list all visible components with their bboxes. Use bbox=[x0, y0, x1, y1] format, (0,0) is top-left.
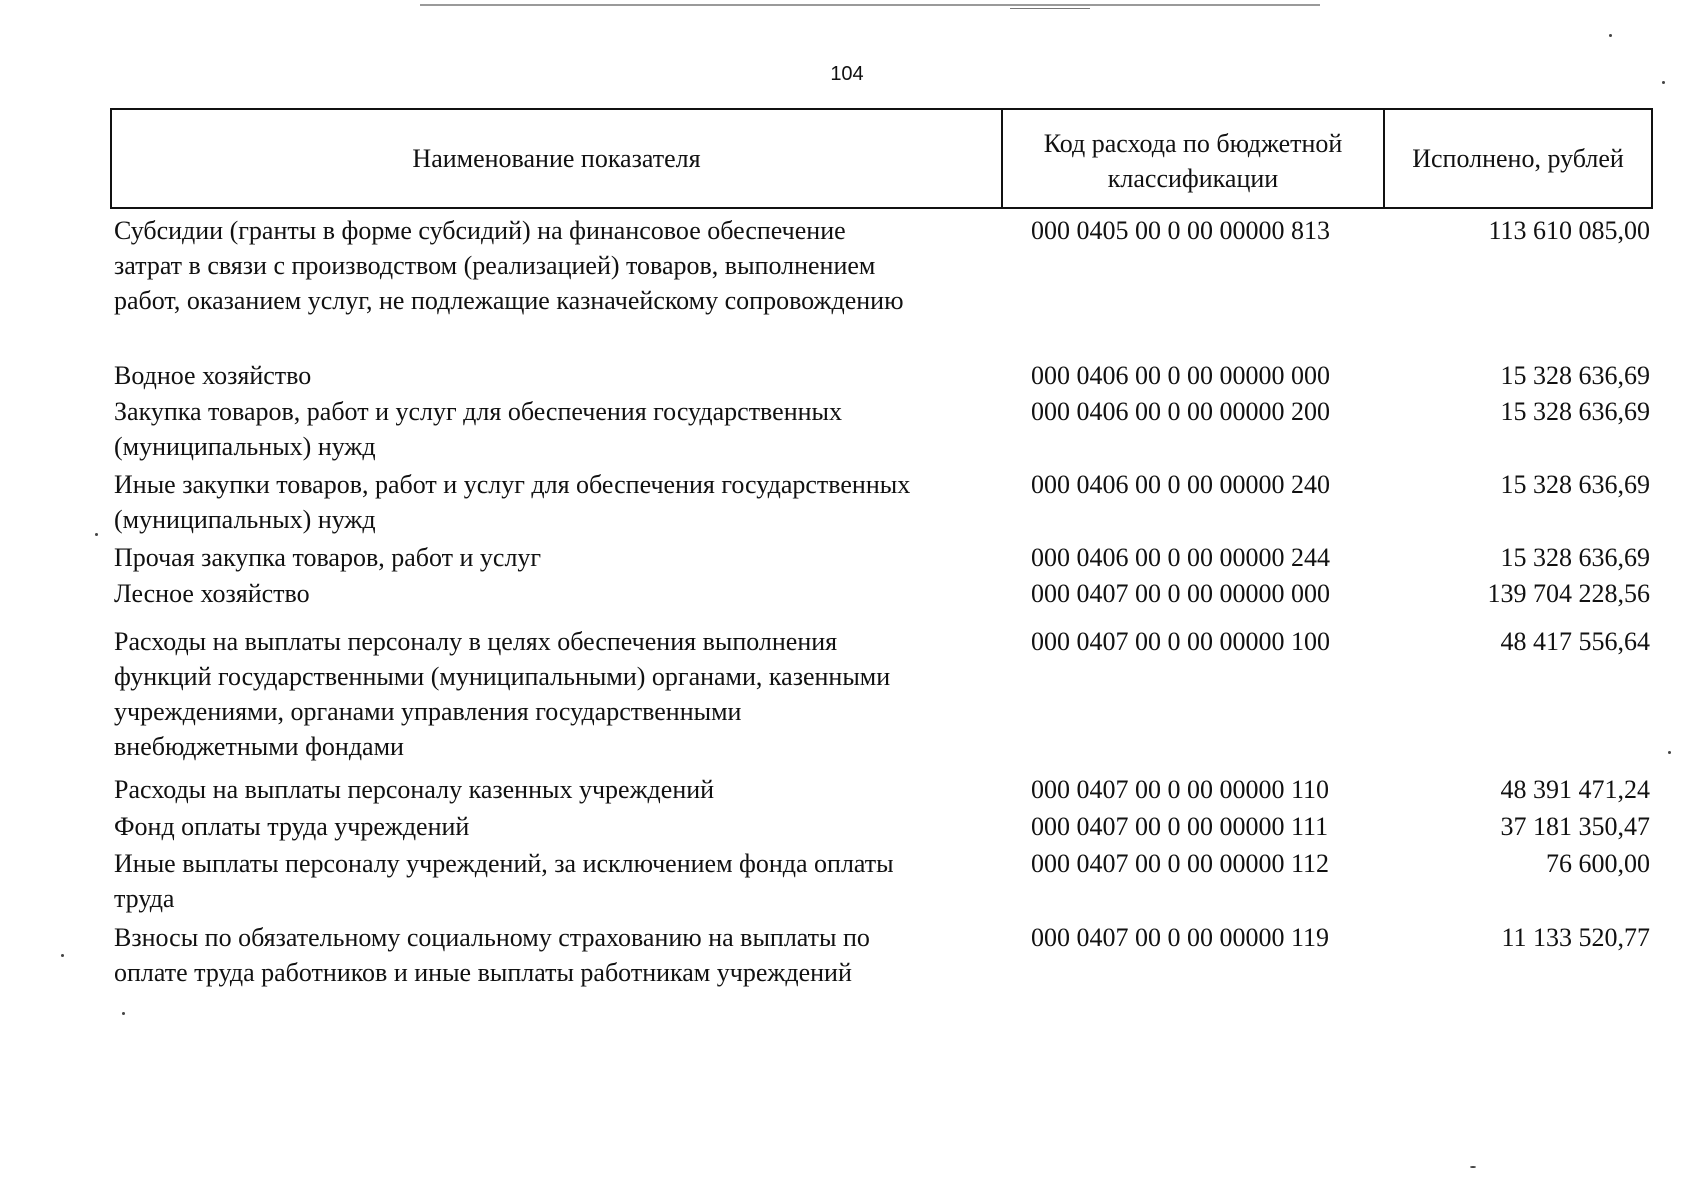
row-code: 000 0407 00 0 00 00000 000 bbox=[1031, 579, 1330, 608]
row-name: Водное хозяйство bbox=[114, 361, 312, 390]
header-code: Код расхода по бюджетной классификации bbox=[1003, 110, 1385, 207]
header-amount: Исполнено, рублей bbox=[1412, 144, 1624, 173]
row-amount: 15 328 636,69 bbox=[1500, 543, 1650, 572]
row-name: Субсидии (гранты в форме субсидий) на финансовое обеспечение затрат в связи с производством (реализацией) товаров, выполнением работ, оказанием услуг, не подлежащие казначейскому сопровождению bbox=[114, 216, 904, 315]
scan-speck bbox=[122, 1012, 125, 1015]
header-name: Наименование показателя bbox=[112, 110, 1003, 207]
row-amount: 15 328 636,69 bbox=[1500, 470, 1650, 499]
scan-speck bbox=[1662, 81, 1665, 84]
scan-speck bbox=[95, 533, 98, 536]
row-code: 000 0407 00 0 00 00000 100 bbox=[1031, 627, 1330, 656]
row-amount: 15 328 636,69 bbox=[1500, 397, 1650, 426]
row-name: Фонд оплаты труда учреждений bbox=[114, 812, 470, 841]
row-code: 000 0405 00 0 00 00000 813 bbox=[1031, 216, 1330, 245]
row-amount: 37 181 350,47 bbox=[1500, 812, 1650, 841]
row-code: 000 0406 00 0 00 00000 240 bbox=[1031, 470, 1330, 499]
row-amount: 11 133 520,77 bbox=[1501, 923, 1650, 952]
scan-speck bbox=[1470, 1166, 1476, 1168]
row-amount: 113 610 085,00 bbox=[1488, 216, 1650, 245]
scan-speck bbox=[1609, 34, 1612, 37]
row-amount: 139 704 228,56 bbox=[1487, 579, 1650, 608]
row-code: 000 0407 00 0 00 00000 119 bbox=[1031, 923, 1330, 952]
row-name: Расходы на выплаты персоналу в целях обеспечения выполнения функций государственными (муниципальными) органами, казенными учреждениями, органами управления государственными внебюджетными фондами bbox=[114, 627, 891, 761]
row-name: Лесное хозяйство bbox=[114, 579, 310, 608]
row-name: Взносы по обязательному социальному страхованию на выплаты по оплате труда работников и иные выплаты работникам учреждений bbox=[114, 923, 870, 987]
row-name: Расходы на выплаты персоналу казенных учреждений bbox=[114, 775, 715, 804]
row-code: 000 0407 00 0 00 00000 112 bbox=[1031, 849, 1330, 878]
row-code: 000 0407 00 0 00 00000 110 bbox=[1031, 775, 1330, 804]
row-code: 000 0406 00 0 00 00000 000 bbox=[1031, 361, 1330, 390]
page-number: 104 bbox=[830, 63, 864, 85]
row-amount: 48 417 556,64 bbox=[1500, 627, 1650, 656]
row-name: Иные выплаты персоналу учреждений, за исключением фонда оплаты труда bbox=[114, 849, 894, 913]
row-name: Иные закупки товаров, работ и услуг для обеспечения государственных (муниципальных) нужд bbox=[114, 470, 911, 534]
row-amount: 15 328 636,69 bbox=[1500, 361, 1650, 390]
row-amount: 48 391 471,24 bbox=[1500, 775, 1650, 804]
row-amount: 76 600,00 bbox=[1546, 849, 1650, 878]
row-name: Прочая закупка товаров, работ и услуг bbox=[114, 543, 542, 572]
row-code: 000 0407 00 0 00 00000 111 bbox=[1031, 812, 1329, 841]
row-code: 000 0406 00 0 00 00000 244 bbox=[1031, 543, 1330, 572]
scan-speck bbox=[1668, 751, 1671, 754]
row-name: Закупка товаров, работ и услуг для обеспечения государственных (муниципальных) нужд bbox=[114, 397, 843, 461]
scan-speck bbox=[61, 954, 64, 957]
row-code: 000 0406 00 0 00 00000 200 bbox=[1031, 397, 1330, 426]
